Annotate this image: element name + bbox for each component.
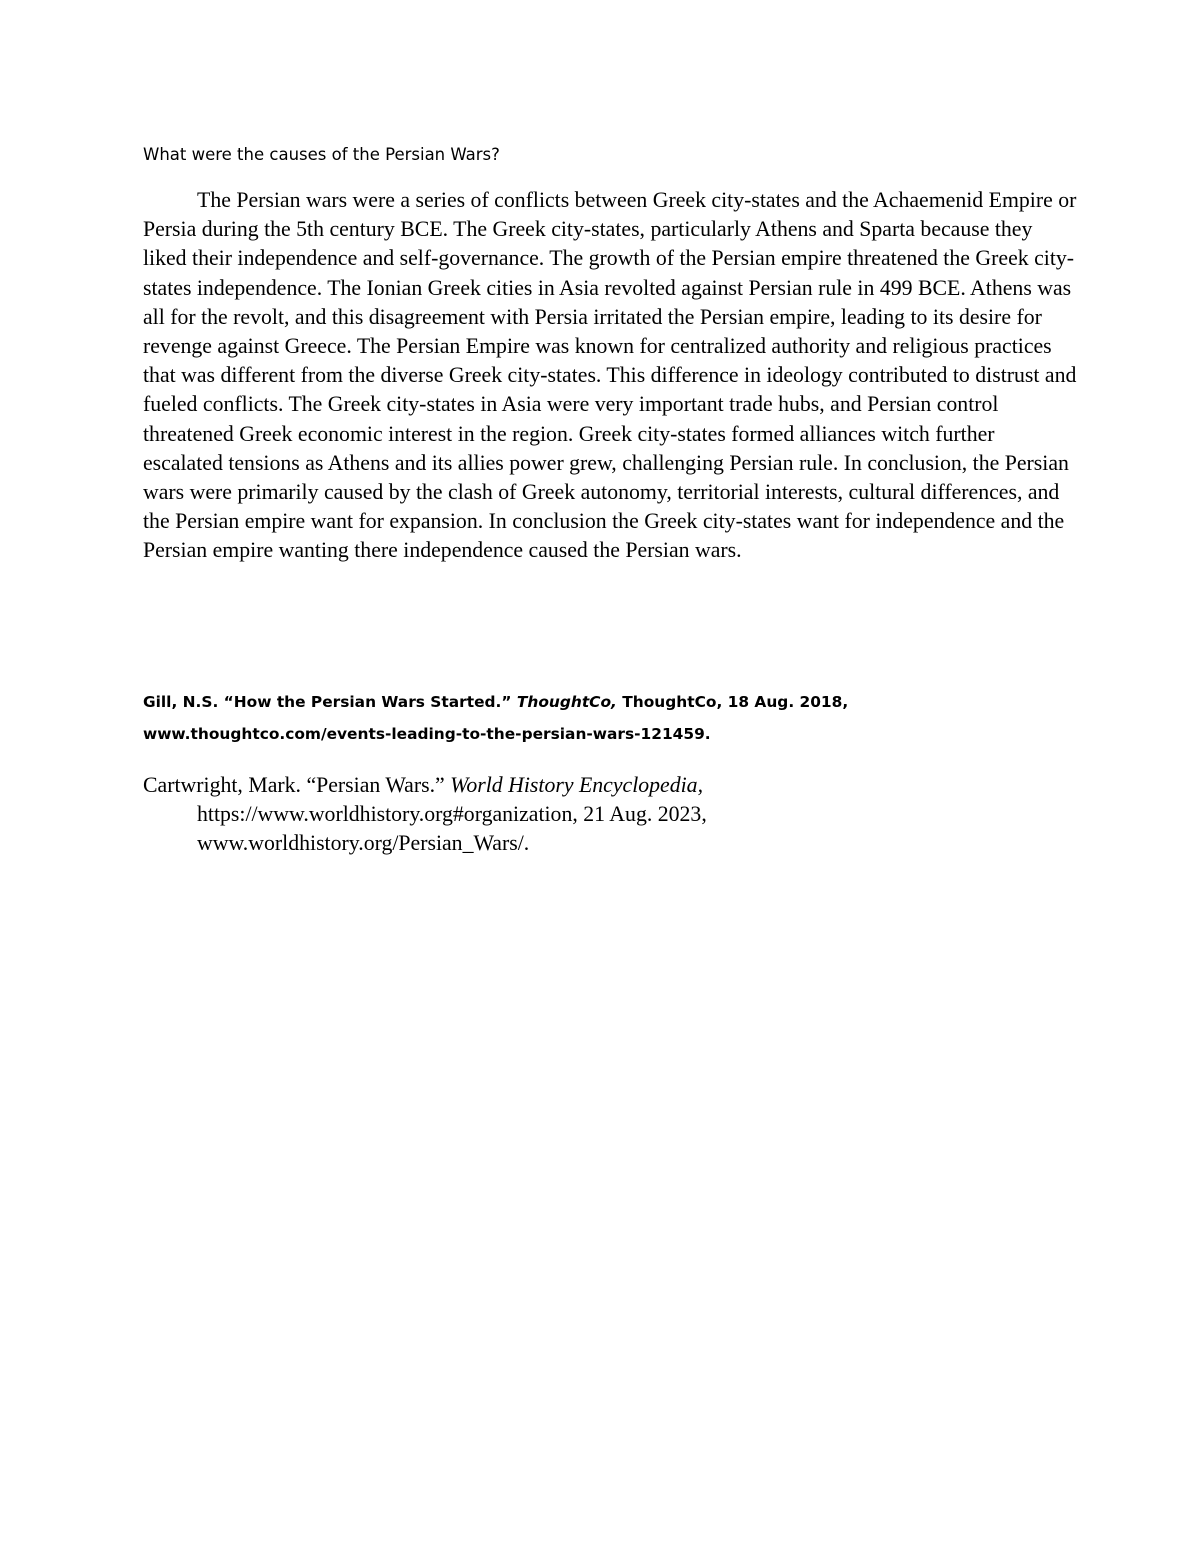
- citation-gill: [143, 686, 1103, 750]
- citation-gill-url: www.thoughtco.com/events-leading-to-the-persian-wars-121459.: [143, 725, 711, 743]
- citation-cartwright-author-title: Cartwright, Mark. “Persian Wars.”: [143, 773, 451, 797]
- citation-cartwright-line-2: https://www.worldhistory.org#organization, 21 Aug. 2023,: [197, 802, 707, 826]
- citation-cartwright-line-1: [143, 771, 1043, 800]
- citation-cartwright: [143, 771, 1043, 858]
- citation-gill-line-1: [143, 686, 1103, 718]
- citation-cartwright-url: www.worldhistory.org/Persian_Wars/.: [197, 831, 530, 855]
- essay-paragraph: The Persian wars were a series of conflicts between Greek city-states and the Achaemenid Empire or Persia during the 5th century BCE. The Greek city-states, particularly Athens and Sparta because they liked their independence and self-governance. The growth of the Persian empire threatened the Greek city-states independence. The Ionian Greek cities in Asia revolted against Persian rule in 499 BCE. Athens was all for the revolt, and this disagreement with Persia irritated the Persian empire, leading to its desire for revenge against Greece. The Persian Empire was known for centralized authority and religious practices that was different from the diverse Greek city-states. This difference in ideology contributed to distrust and fueled conflicts. The Greek city-states in Asia were very important trade hubs, and Persian control threatened Greek economic interest in the region. Greek city-states formed alliances witch further escalated tensions as Athens and its allies power grew, challenging Persian rule. In conclusion, the Persian wars were primarily caused by the clash of Greek autonomy, territorial interests, cultural differences, and the Persian empire want for expansion. In conclusion the Greek city-states want for independence and the Persian empire wanting there independence caused the Persian wars.: [143, 188, 1077, 563]
- citation-gill-publication: ThoughtCo,: [516, 693, 617, 711]
- essay-question-heading: What were the causes of the Persian Wars?: [143, 145, 500, 164]
- citation-gill-details: ThoughtCo, 18 Aug. 2018,: [616, 693, 849, 711]
- citation-cartwright-publication: World History Encyclopedia,: [450, 773, 704, 797]
- citation-gill-author-title: Gill, N.S. “How the Persian Wars Started.”: [143, 693, 517, 711]
